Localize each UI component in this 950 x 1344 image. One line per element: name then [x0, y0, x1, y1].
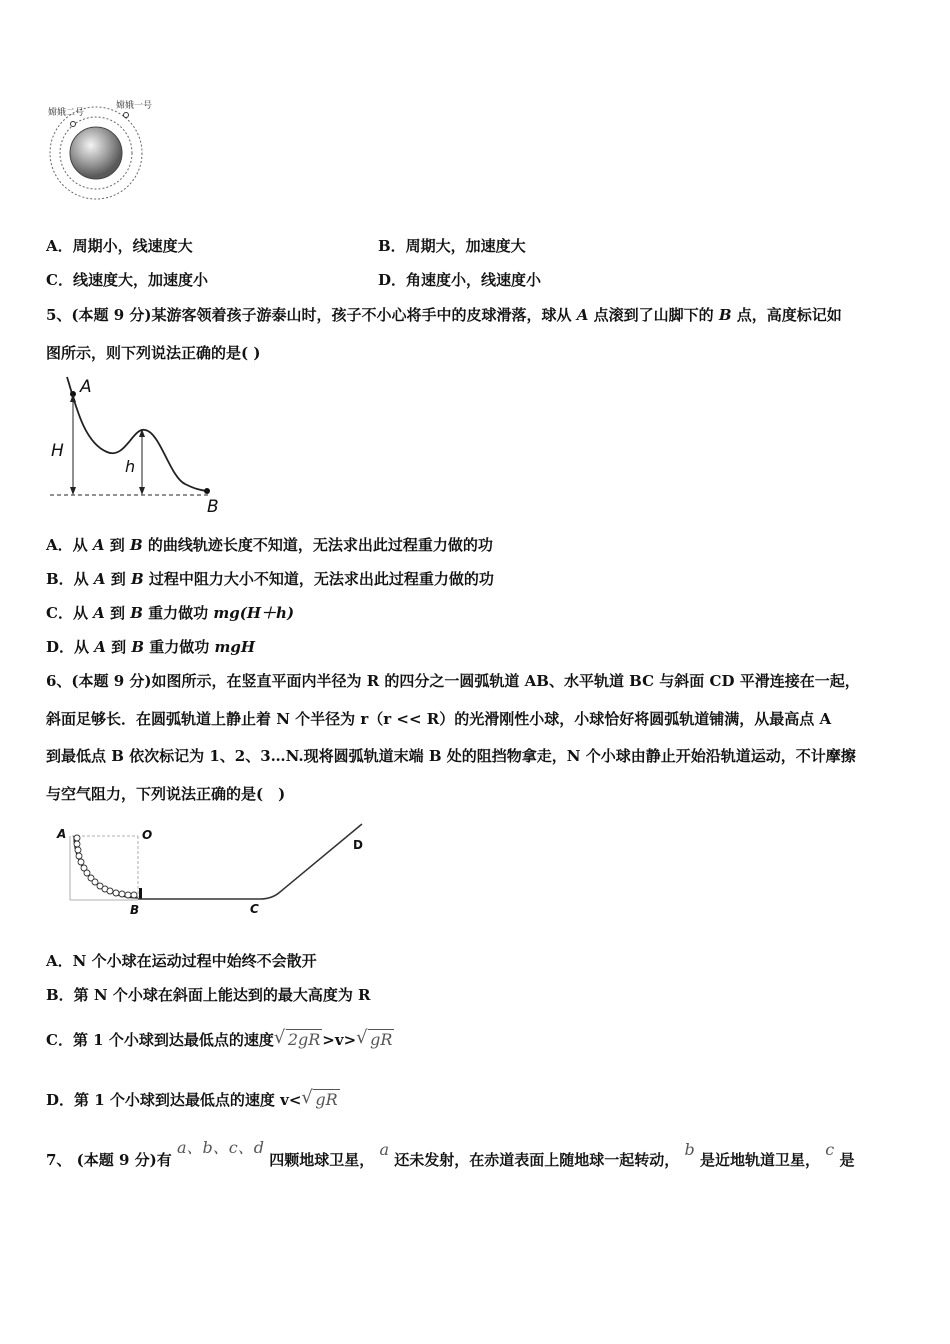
- q4-option-d: D．角速度小，线速度小: [378, 271, 542, 289]
- q5-option-a: A．从 A 到 B 的曲线轨迹长度不知道，无法求出此过程重力做的功: [46, 536, 493, 554]
- label-B: B: [130, 903, 140, 917]
- q5-stem-line1: 5、(本题 9 分)某游客领着孩子游泰山时，孩子不小心将手中的皮球滑落，球从 A 点滚到了山脚下的 B 点，高度标记如: [46, 306, 842, 324]
- q5-option-d: D．从 A 到 B 重力做功 mgH: [46, 638, 256, 656]
- fig-label-h: h: [125, 457, 136, 476]
- stopper: [139, 888, 142, 899]
- sqrt-gR-d: √ gR: [301, 1090, 339, 1110]
- satellite-2: [71, 122, 76, 127]
- earth-orbit-figure: [40, 95, 170, 205]
- label-change1: 嫦娥一号: [116, 101, 153, 111]
- fig-label-H: H: [51, 441, 64, 461]
- q7-stem-line1: 7、 (本题 9 分)有 a、b、c、d 四颗地球卫星， a 还未发射，在赤道表面上随地球一起转动， b 是近地轨道卫星， c 是: [46, 1138, 855, 1169]
- q6-stem-line4: 与空气阻力，下列说法正确的是( ): [46, 785, 286, 803]
- satellite-1: [124, 113, 129, 118]
- label-C: C: [250, 902, 259, 916]
- label-D: D: [353, 838, 363, 852]
- ball-b: [204, 488, 210, 494]
- earth: [70, 127, 122, 179]
- q6-option-b: B．第 N 个小球在斜面上能达到的最大高度为 R: [46, 986, 371, 1004]
- fig-label-B: B: [207, 497, 219, 517]
- label-A: A: [57, 827, 67, 841]
- q4-option-b: B．周期大，加速度大: [378, 237, 526, 255]
- label-change2: 嫦娥二号: [48, 108, 85, 118]
- q5-option-c: C．从 A 到 B 重力做功 mg(H＋h): [46, 604, 295, 622]
- q6-option-a: A．N 个小球在运动过程中始终不会散开: [46, 952, 317, 970]
- hill-figure: [45, 372, 230, 517]
- q6-option-c: C．第 1 个小球到达最低点的速度√ 2gR >v>√ gR: [46, 1030, 394, 1050]
- sqrt-gR: √ gR: [356, 1030, 394, 1050]
- arrow-h-bottom: [139, 487, 145, 495]
- q5-option-b: B．从 A 到 B 过程中阻力大小不知道，无法求出此过程重力做的功: [46, 570, 494, 588]
- track-figure: [50, 818, 380, 918]
- q4-option-a: A．周期小，线速度大: [46, 237, 193, 255]
- q5-stem-line2: 图所示，则下列说法正确的是( ): [46, 344, 261, 362]
- flat-track: [138, 824, 362, 899]
- q6-option-d: D．第 1 个小球到达最低点的速度 v<√ gR: [46, 1090, 340, 1110]
- fig-label-A: A: [80, 377, 92, 397]
- q6-stem-line2: 斜面足够长．在圆弧轨道上静止着 N 个半径为 r（r << R）的光滑刚性小球，小球恰好将圆弧轨道铺满，从最高点 A: [46, 710, 832, 728]
- q4-option-c: C．线速度大，加速度小: [46, 271, 208, 289]
- q6-stem-line3: 到最低点 B 依次标记为 1、2、3…N.现将圆弧轨道末端 B 处的阻挡物拿走，N 个小球由静止开始沿轨道运动，不计摩擦: [46, 747, 856, 765]
- q6-stem-line1: 6、(本题 9 分)如图所示，在竖直平面内半径为 R 的四分之一圆弧轨道 AB、水平轨道 BC 与斜面 CD 平滑连接在一起，: [46, 672, 860, 690]
- ball-chain: [74, 835, 137, 898]
- arrow-H-bottom: [70, 487, 76, 495]
- sqrt-2gR: √ 2gR: [274, 1030, 322, 1050]
- label-O: O: [142, 828, 153, 842]
